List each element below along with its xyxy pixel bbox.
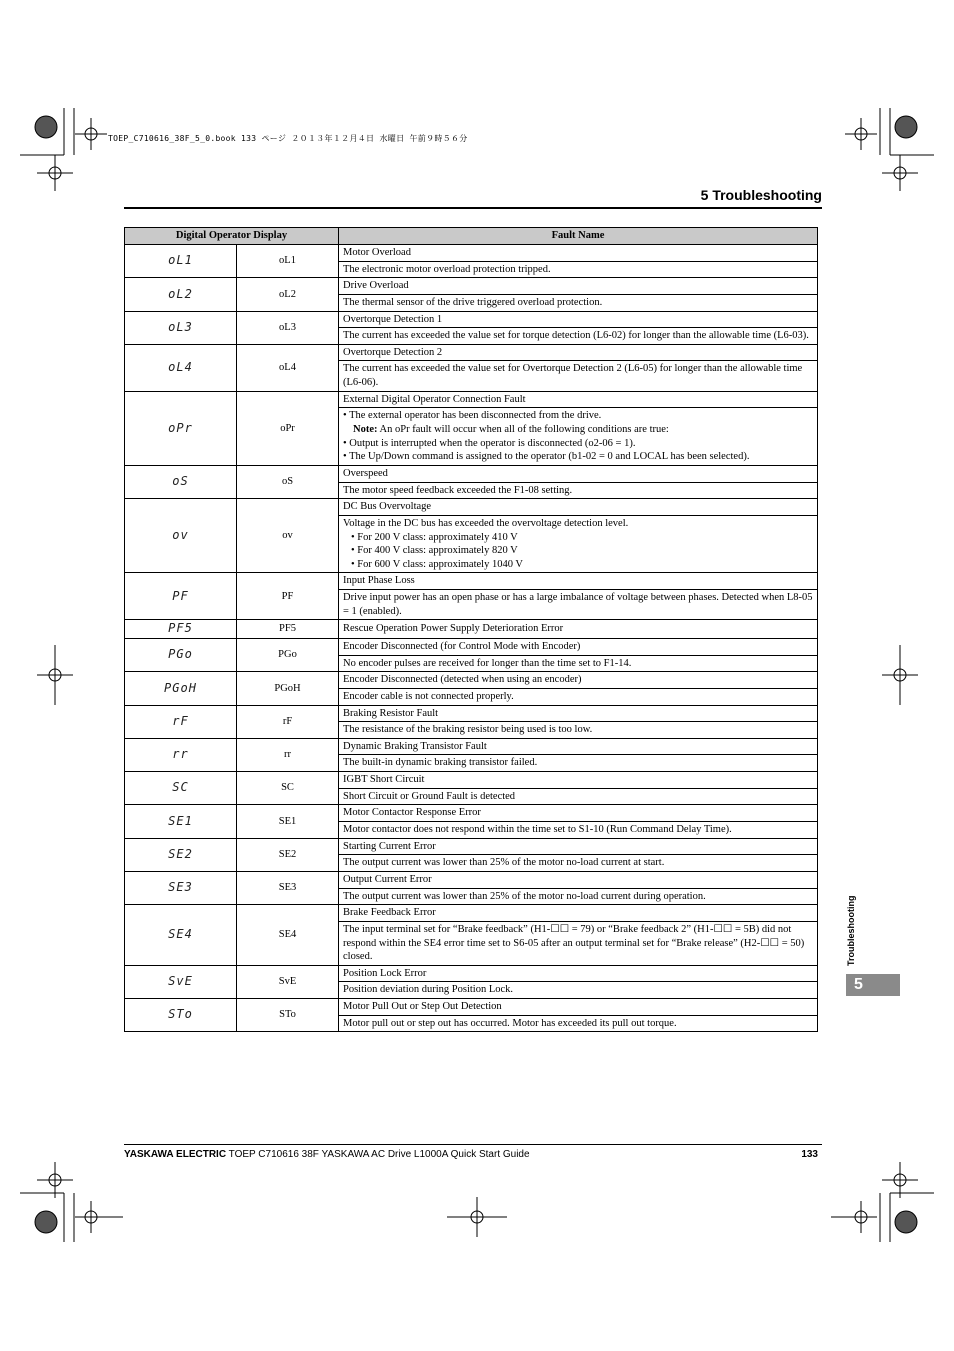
table-row — [125, 705, 818, 722]
fault-code: oS — [237, 465, 339, 498]
segment-display: oS — [125, 465, 237, 498]
table-row — [125, 805, 818, 822]
table-row — [125, 672, 818, 689]
fault-table — [124, 227, 818, 1032]
fault-code: oL4 — [237, 344, 339, 391]
fault-code: SE1 — [237, 805, 339, 838]
fault-name: Motor Pull Out or Step Out Detection — [339, 999, 818, 1016]
table-row — [125, 638, 818, 655]
table-row — [125, 344, 818, 361]
segment-display: oL4 — [125, 344, 237, 391]
fault-description: Encoder cable is not connected properly. — [339, 688, 818, 705]
fault-name: Drive Overload — [339, 278, 818, 295]
segment-display: PF5 — [125, 620, 237, 639]
fault-code: PF5 — [237, 620, 339, 639]
footer-brand: YASKAWA ELECTRIC — [124, 1149, 227, 1160]
footer-title: TOEP C710616 38F YASKAWA AC Drive L1000A Quick Start Guide — [226, 1149, 530, 1160]
segment-display: SC — [125, 772, 237, 805]
fault-code: oPr — [237, 391, 339, 465]
segment-display: oPr — [125, 391, 237, 465]
table-row — [125, 465, 818, 482]
fault-name: IGBT Short Circuit — [339, 772, 818, 789]
segment-display: SE2 — [125, 838, 237, 871]
fault-description — [339, 408, 818, 466]
segment-display: oL1 — [125, 245, 237, 278]
fault-name: DC Bus Overvoltage — [339, 499, 818, 516]
bullet-item: • The Up/Down command is assigned to the operator (b1-02 = 0 and LOCAL has been selected). — [343, 451, 750, 463]
chapter-tab: 5 — [846, 974, 900, 996]
fault-name: Rescue Operation Power Supply Deterioration Error — [339, 620, 818, 639]
table-row — [125, 573, 818, 590]
table-row — [125, 738, 818, 755]
fault-name: Overtorque Detection 1 — [339, 311, 818, 328]
section-rule — [124, 207, 822, 209]
bullet-item: • Output is interrupted when the operator is disconnected (o2-06 = 1). — [343, 437, 636, 449]
note-label: Note: — [353, 424, 378, 436]
fault-code: SE2 — [237, 838, 339, 871]
table-header-row — [125, 228, 818, 245]
table-row — [125, 871, 818, 888]
fault-name: Input Phase Loss — [339, 573, 818, 590]
bullet-item: • For 200 V class: approximately 410 V — [351, 531, 518, 543]
bullet-item: • For 400 V class: approximately 820 V — [351, 545, 518, 557]
fault-code: PGo — [237, 638, 339, 671]
fault-description: Motor pull out or step out has occurred. Motor has exceeded its pull out torque. — [339, 1015, 818, 1032]
footer-rule — [124, 1144, 822, 1145]
page-number: 133 — [801, 1149, 818, 1160]
table-row — [125, 620, 818, 639]
note-text: An oPr fault will occur when all of the following conditions are true: — [377, 424, 669, 436]
section-title: 5 Troubleshooting — [700, 187, 822, 203]
footer — [124, 1149, 530, 1160]
fault-description: The electronic motor overload protection tripped. — [339, 261, 818, 278]
segment-display: rF — [125, 705, 237, 738]
table-row — [125, 772, 818, 789]
print-header: TOEP_C710616_38F_5_0.book 133 ページ ２０１３年１２月４日 水曜日 午前９時５６分 — [108, 134, 468, 143]
segment-display: PGo — [125, 638, 237, 671]
fault-description: Motor contactor does not respond within the time set to S1-10 (Run Command Delay Time). — [339, 822, 818, 839]
side-tab-label: Troubleshooting — [846, 895, 856, 966]
fault-code: SE4 — [237, 905, 339, 966]
fault-name: External Digital Operator Connection Fault — [339, 391, 818, 408]
fault-description: No encoder pulses are received for longer than the time set to F1-14. — [339, 655, 818, 672]
fault-code: oL1 — [237, 245, 339, 278]
note — [343, 423, 813, 437]
fault-description: The output current was lower than 25% of the motor no-load current at start. — [339, 855, 818, 872]
fault-code: SvE — [237, 965, 339, 998]
fault-code: rF — [237, 705, 339, 738]
segment-display: oL2 — [125, 278, 237, 311]
header-digital-operator-display: Digital Operator Display — [125, 228, 339, 245]
fault-description: Short Circuit or Ground Fault is detected — [339, 788, 818, 805]
segment-display: SE4 — [125, 905, 237, 966]
fault-name: Brake Feedback Error — [339, 905, 818, 922]
table-row — [125, 838, 818, 855]
header-fault-name: Fault Name — [339, 228, 818, 245]
fault-code: oL3 — [237, 311, 339, 344]
fault-code: PF — [237, 573, 339, 620]
fault-description: The thermal sensor of the drive triggered overload protection. — [339, 294, 818, 311]
fault-name: Braking Resistor Fault — [339, 705, 818, 722]
fault-description: The current has exceeded the value set for torque detection (L6-02) for longer than the allowable time (L6-03). — [339, 328, 818, 345]
bullet-item: • For 600 V class: approximately 1040 V — [351, 558, 523, 570]
fault-description: The built-in dynamic braking transistor failed. — [339, 755, 818, 772]
fault-description: The output current was lower than 25% of the motor no-load current during operation. — [339, 888, 818, 905]
fault-code: SC — [237, 772, 339, 805]
table-row — [125, 391, 818, 408]
segment-display: PGoH — [125, 672, 237, 705]
table-row — [125, 245, 818, 262]
table-row — [125, 499, 818, 516]
segment-display: SE1 — [125, 805, 237, 838]
fault-description: The resistance of the braking resistor being used is too low. — [339, 722, 818, 739]
fault-code: SE3 — [237, 871, 339, 904]
bullet-item: • The external operator has been disconnected from the drive. — [343, 410, 602, 422]
fault-description — [339, 515, 818, 573]
segment-display: SE3 — [125, 871, 237, 904]
fault-name: Output Current Error — [339, 871, 818, 888]
fault-name: Overspeed — [339, 465, 818, 482]
description-line: Voltage in the DC bus has exceeded the overvoltage detection level. — [343, 517, 629, 529]
segment-display: PF — [125, 573, 237, 620]
fault-description: The motor speed feedback exceeded the F1-08 setting. — [339, 482, 818, 499]
fault-name: Motor Overload — [339, 245, 818, 262]
table-row — [125, 965, 818, 982]
fault-name: Encoder Disconnected (detected when using an encoder) — [339, 672, 818, 689]
table-row — [125, 278, 818, 295]
table-row — [125, 311, 818, 328]
segment-display: ov — [125, 499, 237, 573]
fault-name: Motor Contactor Response Error — [339, 805, 818, 822]
segment-display: SvE — [125, 965, 237, 998]
segment-display: rr — [125, 738, 237, 771]
fault-code: STo — [237, 999, 339, 1032]
fault-description: The input terminal set for “Brake feedback” (H1-☐☐ = 79) or “Brake feedback 2” (H1-☐☐ = 5B) did not respond within the SE4 error time set to S6-05 after an output terminal set for “Brake release” (H2-☐☐ = 50) closed. — [339, 921, 818, 965]
fault-code: rr — [237, 738, 339, 771]
segment-display: oL3 — [125, 311, 237, 344]
fault-name: Overtorque Detection 2 — [339, 344, 818, 361]
fault-description: The current has exceeded the value set for Overtorque Detection 2 (L6-05) for longer than the allowable time (L6-06). — [339, 361, 818, 391]
segment-display: STo — [125, 999, 237, 1032]
table-row — [125, 905, 818, 922]
fault-name: Encoder Disconnected (for Control Mode with Encoder) — [339, 638, 818, 655]
fault-code: ov — [237, 499, 339, 573]
fault-name: Position Lock Error — [339, 965, 818, 982]
fault-name: Dynamic Braking Transistor Fault — [339, 738, 818, 755]
fault-name: Starting Current Error — [339, 838, 818, 855]
fault-description: Position deviation during Position Lock. — [339, 982, 818, 999]
fault-code: oL2 — [237, 278, 339, 311]
table-row — [125, 999, 818, 1016]
fault-code: PGoH — [237, 672, 339, 705]
fault-description: Drive input power has an open phase or has a large imbalance of voltage between phases. Detected when L8-05 = 1 (enabled). — [339, 590, 818, 620]
